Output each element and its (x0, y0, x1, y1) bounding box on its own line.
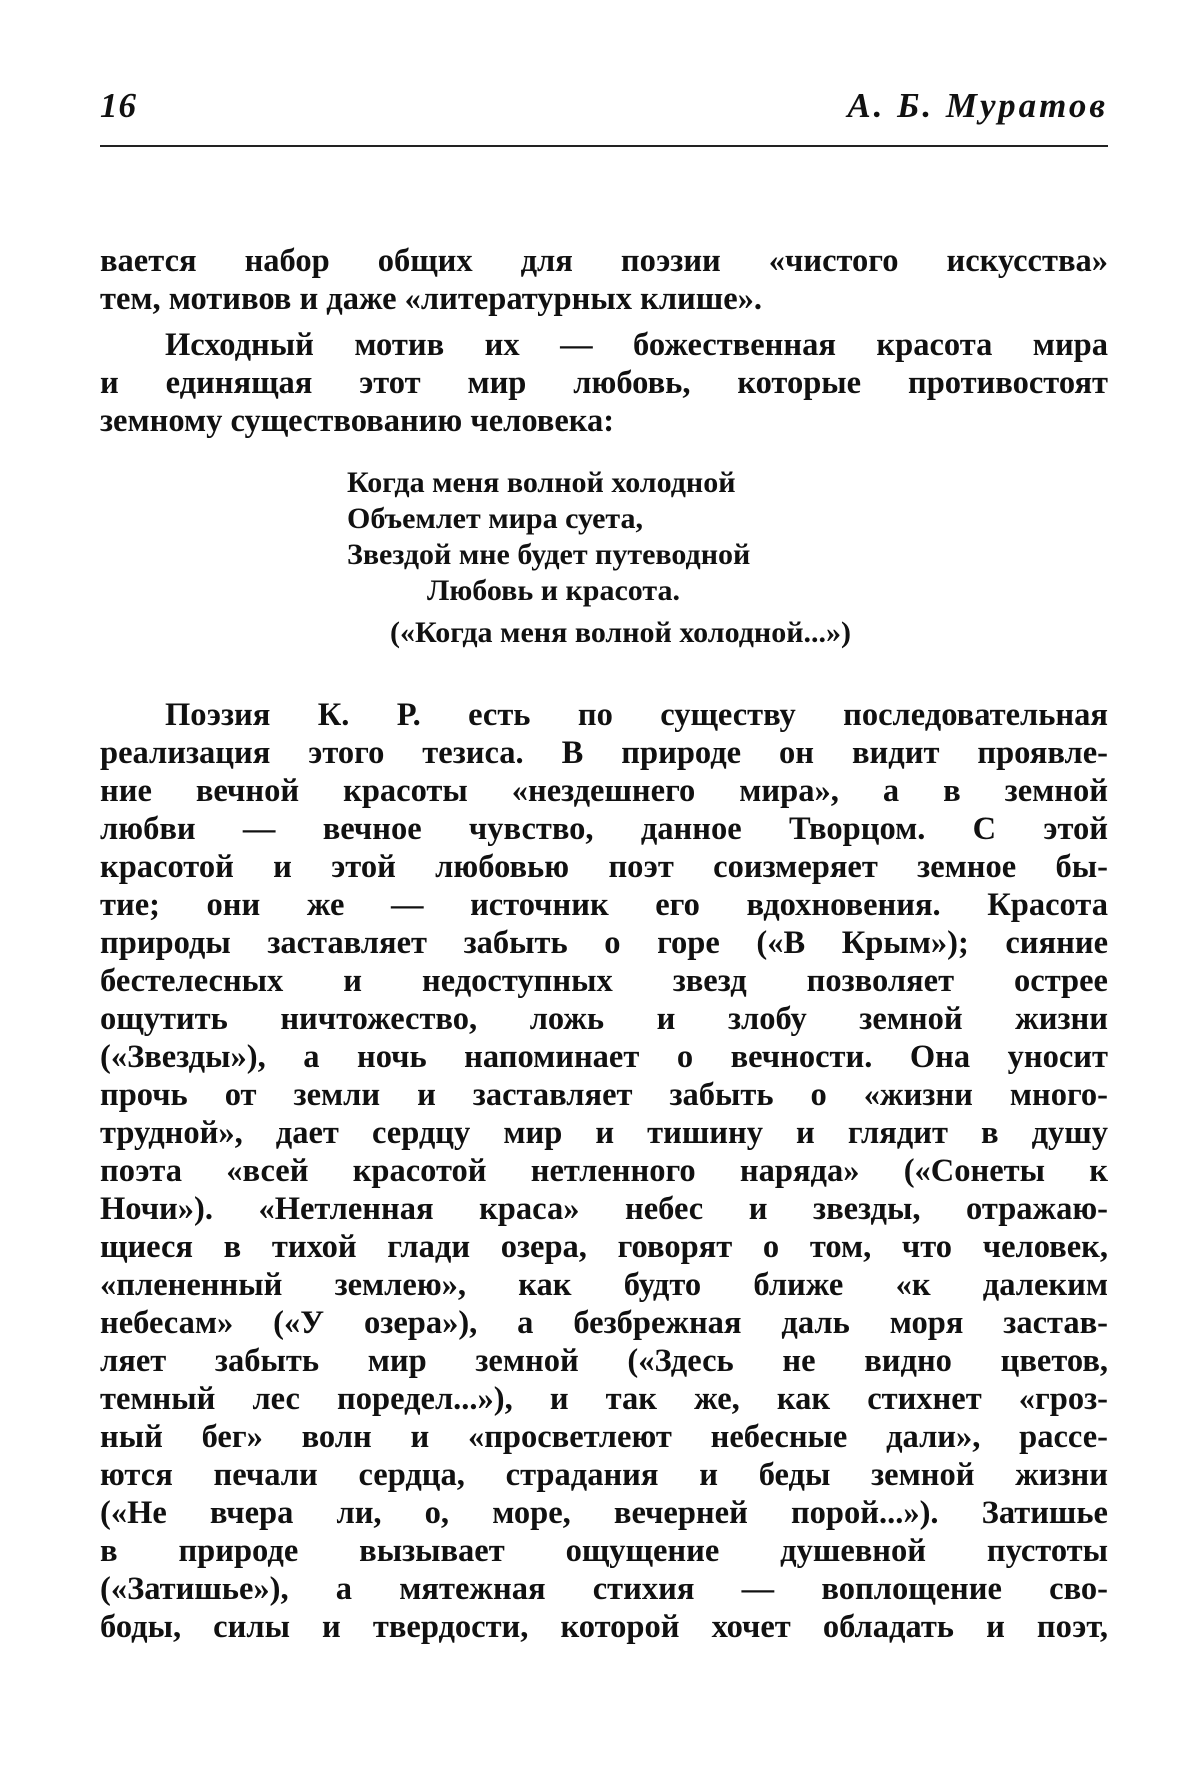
text-line: щиеся в тихой глади озера, говорят о том, что человек, (100, 1229, 1108, 1265)
text-line: ние вечной красоты «нездешнего мира», а в земной (100, 773, 1108, 809)
text-line: прочь от земли и заставляет забыть о «жизни много- (100, 1077, 1108, 1113)
header-rule (100, 145, 1108, 147)
text-line: Поэзия К. Р. есть по существу последовательная (165, 697, 1108, 733)
text-line: любви — вечное чувство, данное Творцом. С этой (100, 811, 1108, 847)
text-line: ощутить ничтожество, ложь и злобу земной жизни (100, 1001, 1108, 1037)
text-line: небесам» («У озера»), а безбрежная даль моря застав- (100, 1305, 1108, 1341)
text-line: поэта «всей красотой нетленного наряда» («Сонеты к (100, 1153, 1108, 1189)
text-line: боды, силы и твердости, которой хочет обладать и поэт, (100, 1609, 1108, 1645)
text-line: реализация этого тезиса. В природе он видит проявле- (100, 735, 1108, 771)
text-line: («Звезды»), а ночь напоминает о вечности. Она уносит (100, 1039, 1108, 1075)
text-line: («Затишье»), а мятежная стихия — воплощение сво- (100, 1571, 1108, 1607)
book-page (100, 0, 1108, 1788)
text-line: бестелесных и недоступных звезд позволяет острее (100, 963, 1108, 999)
poem-line: Звездой мне будет путеводной (347, 538, 751, 571)
text-line: ляет забыть мир земной («Здесь не видно цветов, (100, 1343, 1108, 1379)
running-head (100, 86, 1108, 134)
text-line: земному существованию человека: (100, 403, 615, 439)
text-line: темный лес поредел...»), и так же, как стихнет «гроз- (100, 1381, 1108, 1417)
text-line: в природе вызывает ощущение душевной пустоты (100, 1533, 1108, 1569)
poem-line: Объемлет мира суета, (347, 502, 644, 535)
text-line: вается набор общих для поэзии «чистого искусства» (100, 243, 1108, 279)
poem-line: Когда меня волной холодной (347, 466, 736, 499)
text-line: трудной», дает сердцу мир и тишину и глядит в душу (100, 1115, 1108, 1151)
text-line: ются печали сердца, страдания и беды земной жизни (100, 1457, 1108, 1493)
paragraph-poetry-kr (100, 696, 1108, 1646)
text-line: и единящая этот мир любовь, которые противостоят (100, 365, 1108, 401)
paragraph-initial-motif (100, 326, 1108, 440)
text-line: («Не вчера ли, о, море, вечерней порой...»). Затишье (100, 1495, 1108, 1531)
text-line: «плененный землею», как будто ближе «к далеким (100, 1267, 1108, 1303)
text-line: красотой и этой любовью поэт соизмеряет земное бы- (100, 849, 1108, 885)
running-head-author: А. Б. Муратов (847, 86, 1108, 125)
text-line: тие; они же — источник его вдохновения. Красота (100, 887, 1108, 923)
poem-line: Любовь и красота. (427, 574, 680, 607)
poem-source: («Когда меня волной холодной...») (390, 616, 851, 649)
text-line: тем, мотивов и даже «литературных клише». (100, 281, 763, 317)
poem-quote (347, 465, 750, 609)
page-number: 16 (100, 86, 137, 125)
text-line: природы заставляет забыть о горе («В Крым»); сияние (100, 925, 1108, 961)
text-line: ный бег» волн и «просветлеют небесные дали», рассе- (100, 1419, 1108, 1455)
text-line: Ночи»). «Нетленная краса» небес и звезды, отражаю- (100, 1191, 1108, 1227)
continuation-paragraph (100, 242, 1108, 318)
text-line: Исходный мотив их — божественная красота мира (165, 327, 1108, 363)
